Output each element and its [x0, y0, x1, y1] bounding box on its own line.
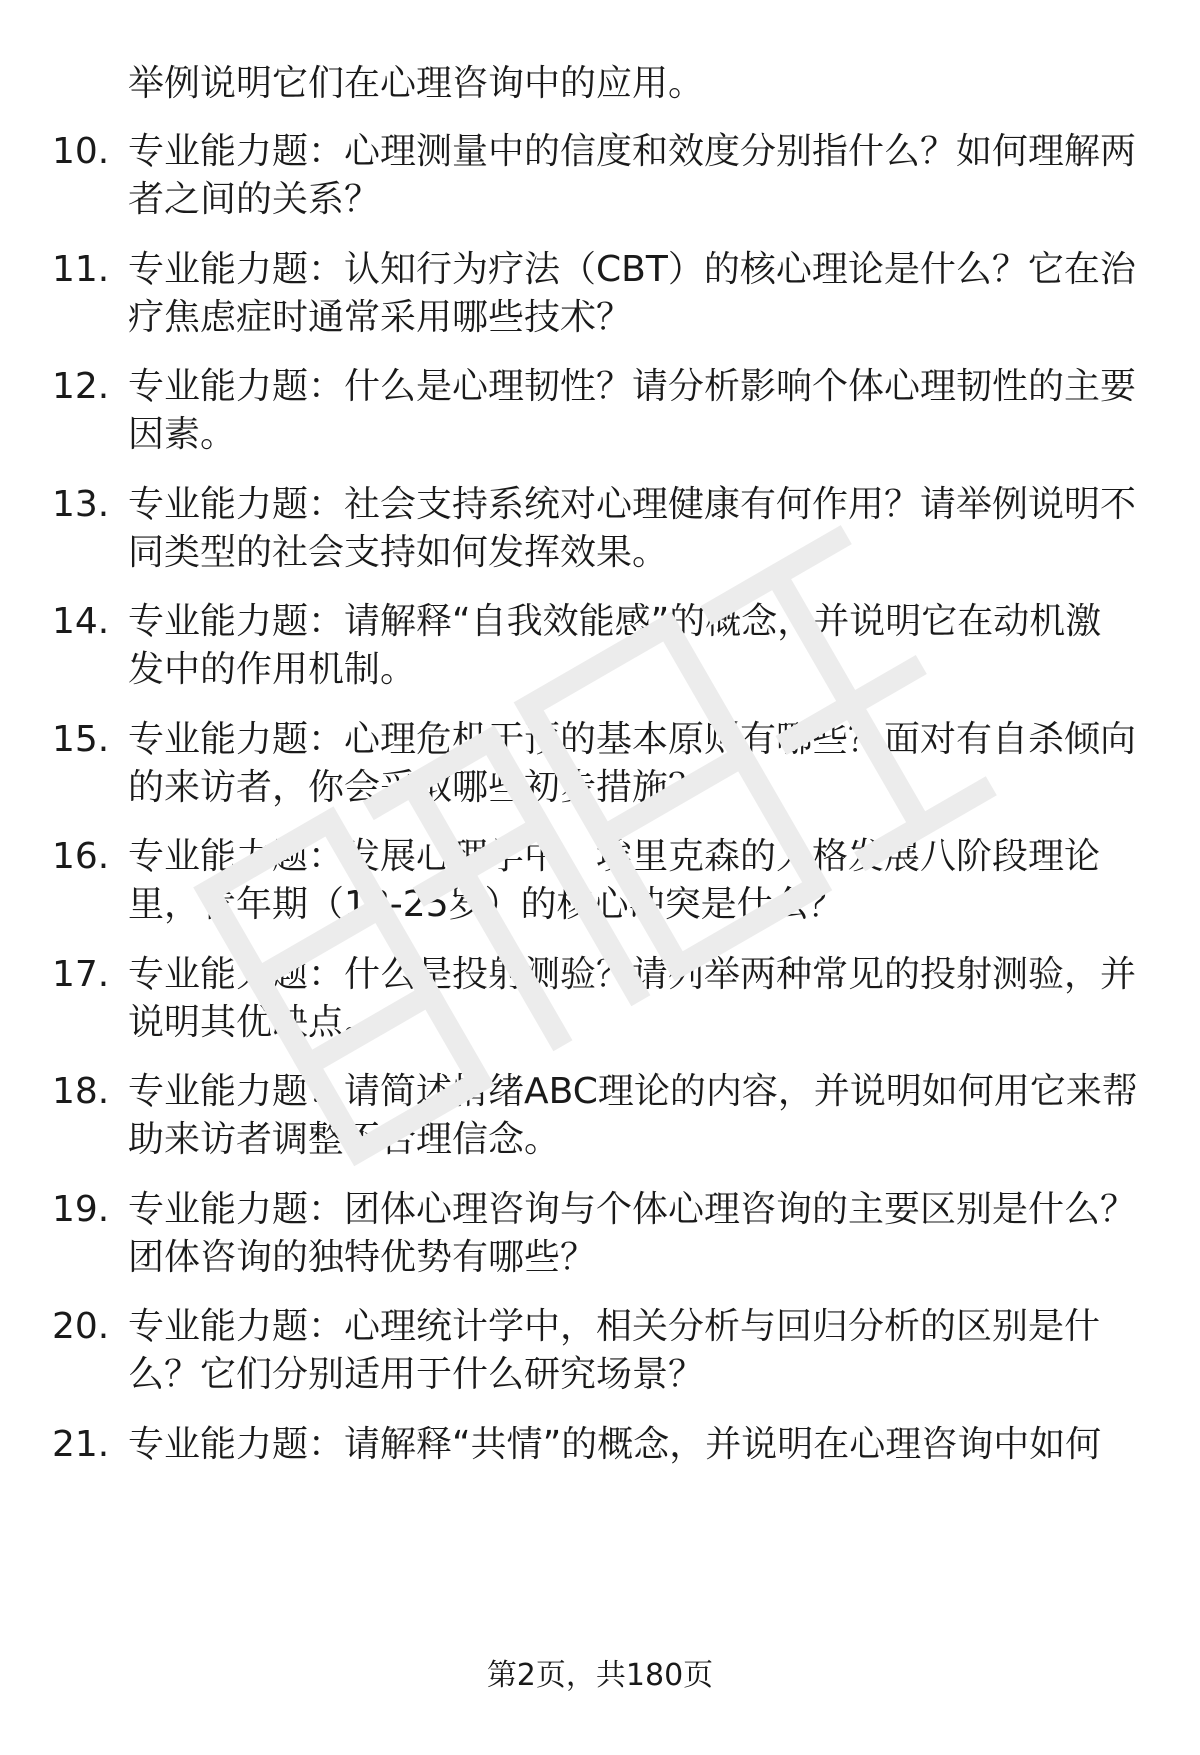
question-text [128, 1186, 1143, 1282]
question-text-line: 同类型的社会支持如何发挥效果。 [128, 531, 669, 573]
question-item [0, 128, 1200, 238]
question-number: 14. [52, 601, 110, 642]
question-number: 16. [52, 836, 110, 877]
question-text-line: 发中的作用机制。 [128, 649, 417, 690]
question-number: 17. [52, 953, 110, 995]
question-text-line: 专业能力题：心理危机干预的基本原则有哪些？面对有自杀倾向 [128, 718, 1137, 760]
question-text-line: 专业能力题：社会支持系统对心理健康有何作用？请举例说明不 [128, 483, 1137, 525]
question-number: 11. [52, 248, 110, 290]
question-item [0, 1186, 1200, 1296]
question-item [0, 1303, 1200, 1413]
question-text-line: 专业能力题：请解释“自我效能感”的概念，并说明它在动机激 [128, 601, 1102, 642]
question-text-line: 专业能力题：认知行为疗法（CBT）的核心理论是什么？它在治 [128, 248, 1136, 290]
question-item [0, 481, 1200, 591]
question-item [0, 363, 1200, 473]
question-number: 18. [52, 1071, 110, 1112]
question-text-line: 专业能力题：心理统计学中，相关分析与回归分析的区别是什 [128, 1306, 1101, 1347]
question-text-line: 者之间的关系？ [128, 179, 381, 220]
question-text [128, 951, 1143, 1047]
question-item [0, 246, 1200, 356]
question-text-line: 专业能力题：什么是投射测验？请列举两种常见的投射测验，并 [128, 953, 1137, 995]
question-text-line: 说明其优缺点。 [128, 1001, 381, 1043]
question-item [0, 951, 1200, 1061]
question-text-line: 专业能力题：请解释“共情”的概念，并说明在心理咨询中如何 [128, 1423, 1102, 1465]
question-text-line: 专业能力题：团体心理咨询与个体心理咨询的主要区别是什么？ [128, 1188, 1137, 1230]
question-text-line: 专业能力题：什么是心理韧性？请分析影响个体心理韧性的主要 [128, 366, 1137, 407]
question-text-line: 里，青年期（18-25岁）的核心冲突是什么？ [128, 884, 845, 925]
question-text [128, 598, 1143, 694]
question-item [0, 598, 1200, 708]
question-text [128, 128, 1143, 224]
question-number: 15. [52, 718, 110, 760]
question-number: 13. [52, 483, 110, 525]
question-item [0, 1068, 1200, 1178]
question-text [128, 1068, 1143, 1164]
question-number: 21. [52, 1423, 110, 1465]
question-item [0, 716, 1200, 826]
question-text-line: 疗焦虑症时通常采用哪些技术？ [128, 296, 633, 338]
question-text-line: 团体咨询的独特优势有哪些？ [128, 1236, 597, 1278]
question-item [0, 1421, 1200, 1531]
page-footer: 第2页，共180页 [486, 1658, 714, 1693]
question-text-line: 助来访者调整不合理信念。 [128, 1119, 561, 1160]
question-text-line: 么？它们分别适用于什么研究场景？ [128, 1354, 705, 1395]
question-number: 10. [52, 131, 110, 172]
question-text [128, 246, 1143, 342]
question-text-line: 专业能力题：心理测量中的信度和效度分别指什么？如何理解两 [128, 131, 1137, 172]
question-text [128, 833, 1143, 929]
question-text-line: 的来访者，你会采取哪些初步措施？ [128, 766, 705, 808]
question-text [128, 1421, 1143, 1469]
question-text [128, 1303, 1143, 1399]
question-text-line: 专业能力题：请简述情绪ABC理论的内容，并说明如何用它来帮 [128, 1071, 1138, 1112]
question-text-line: 因素。 [128, 414, 237, 455]
question-item [0, 833, 1200, 943]
continuation-text: 举例说明它们在心理咨询中的应用。 [128, 63, 705, 104]
question-number: 19. [52, 1188, 110, 1230]
question-text [128, 481, 1143, 577]
question-number: 12. [52, 366, 110, 407]
question-text [128, 716, 1143, 812]
question-text [128, 363, 1143, 459]
question-number: 20. [52, 1306, 110, 1347]
question-text-line: 专业能力题：发展心理学中，埃里克森的人格发展八阶段理论 [128, 836, 1101, 877]
